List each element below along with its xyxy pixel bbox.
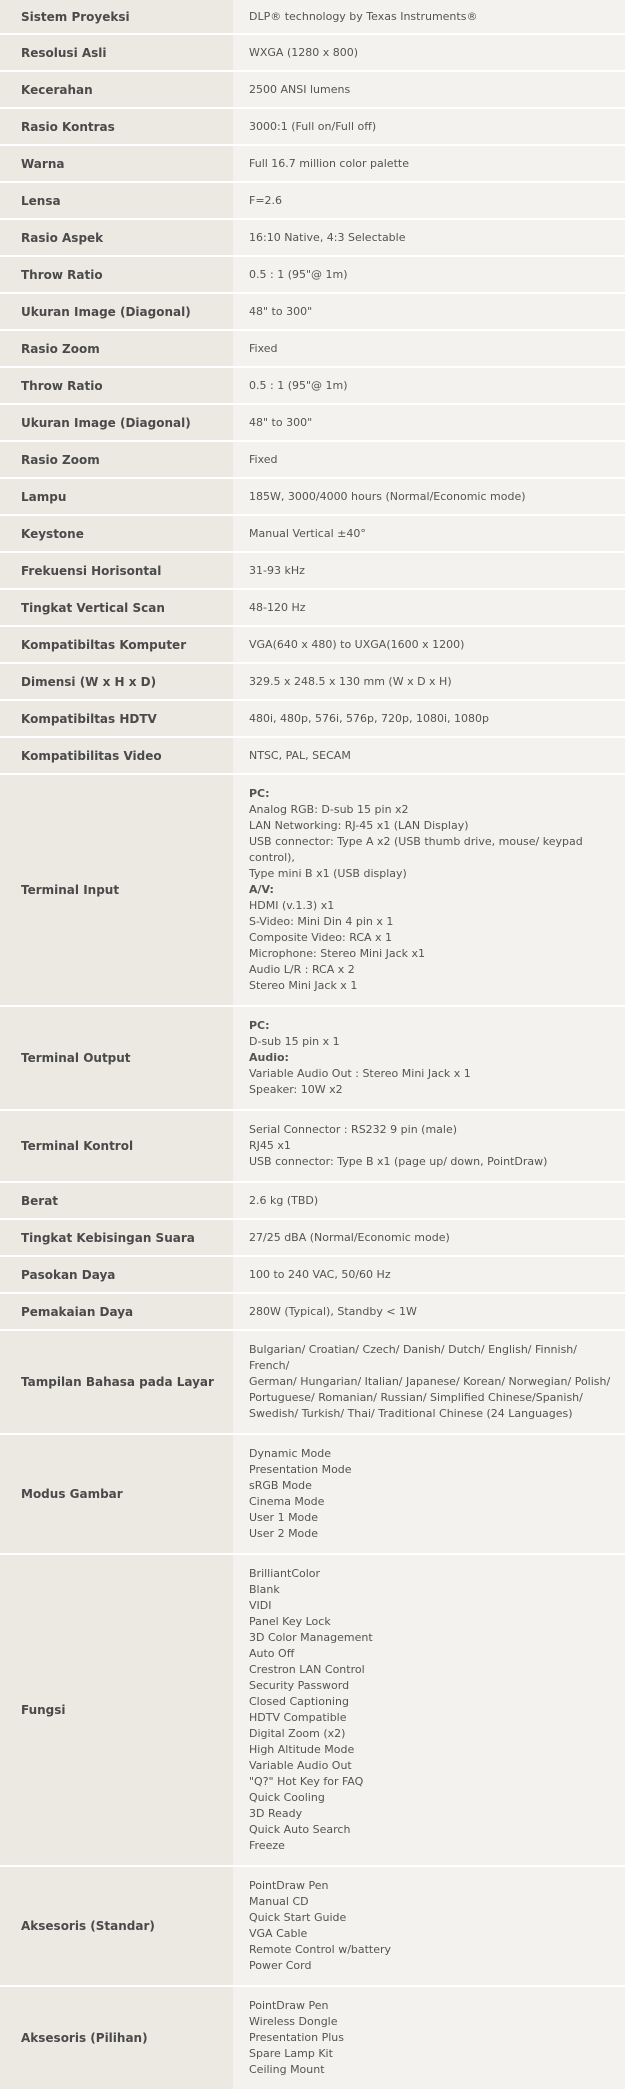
spec-label: Kompatibiltas Komputer <box>0 626 233 663</box>
spec-value-line: Dynamic Mode <box>249 1447 331 1460</box>
spec-value <box>233 108 625 145</box>
spec-label: Warna <box>0 145 233 182</box>
spec-value-line: F=2.6 <box>249 193 283 207</box>
spec-value-line: Serial Connector : RS232 9 pin (male) <box>249 1123 458 1136</box>
spec-value-line: Digital Zoom (x2) <box>249 1727 346 1740</box>
spec-value-line: DLP® technology by Texas Instruments® <box>249 9 478 23</box>
spec-value-line: 0.5 : 1 (95"@ 1m) <box>249 267 348 281</box>
spec-value <box>233 700 625 737</box>
spec-label: Terminal Kontrol <box>0 1110 233 1182</box>
spec-label: Tingkat Vertical Scan <box>0 589 233 626</box>
spec-value <box>233 367 625 404</box>
spec-label: Sistem Proyeksi <box>0 0 233 34</box>
spec-value <box>233 1866 625 1986</box>
spec-value <box>233 1986 625 2090</box>
spec-value-line: Auto Off <box>249 1647 295 1660</box>
spec-value-line: Audio L/R : RCA x 2 <box>249 963 355 976</box>
spec-value-line: 3D Color Management <box>249 1631 373 1644</box>
spec-value-line: Blank <box>249 1583 280 1596</box>
spec-value <box>233 626 625 663</box>
spec-value-heading: PC: <box>249 787 270 800</box>
spec-row <box>0 108 625 145</box>
spec-row <box>0 1006 625 1110</box>
spec-value-line: Presentation Mode <box>249 1463 352 1476</box>
spec-value-line: 2500 ANSI lumens <box>249 82 351 96</box>
spec-value-line: Portuguese/ Romanian/ Russian/ Simplified Chinese/Spanish/ <box>249 1391 583 1404</box>
spec-value-line: USB connector: Type A x2 (USB thumb drive, mouse/ keypad control), <box>249 835 583 864</box>
spec-value-line: Manual Vertical ±40° <box>249 526 366 540</box>
spec-label: Terminal Output <box>0 1006 233 1110</box>
spec-row <box>0 1554 625 1866</box>
spec-value-line: HDMI (v.1.3) x1 <box>249 899 335 912</box>
spec-value <box>233 589 625 626</box>
spec-value <box>233 774 625 1006</box>
spec-value-line: PointDraw Pen <box>249 1879 329 1892</box>
spec-value-line: Bulgarian/ Croatian/ Czech/ Danish/ Dutch/ English/ Finnish/ French/ <box>249 1343 577 1372</box>
spec-value-line: Manual CD <box>249 1895 309 1908</box>
spec-value-line: High Altitude Mode <box>249 1743 355 1756</box>
spec-value <box>233 219 625 256</box>
spec-label: Modus Gambar <box>0 1434 233 1554</box>
spec-value-line: USB connector: Type B x1 (page up/ down, PointDraw) <box>249 1155 548 1168</box>
spec-value <box>233 0 625 34</box>
spec-value-line: Spare Lamp Kit <box>249 2047 333 2060</box>
spec-value-line: 31-93 kHz <box>249 563 305 577</box>
spec-label: Rasio Zoom <box>0 441 233 478</box>
spec-row <box>0 0 625 34</box>
spec-value-line: 480i, 480p, 576i, 576p, 720p, 1080i, 1080p <box>249 711 490 725</box>
spec-value-line: Variable Audio Out <box>249 1759 352 1772</box>
spec-row <box>0 589 625 626</box>
spec-value-line: Type mini B x1 (USB display) <box>249 867 407 880</box>
spec-row <box>0 71 625 108</box>
spec-value <box>233 663 625 700</box>
spec-row <box>0 626 625 663</box>
spec-value-line: Composite Video: RCA x 1 <box>249 931 393 944</box>
spec-value-line: User 2 Mode <box>249 1527 319 1540</box>
spec-value <box>233 1110 625 1182</box>
spec-label: Kecerahan <box>0 71 233 108</box>
spec-row <box>0 1434 625 1554</box>
spec-label: Rasio Aspek <box>0 219 233 256</box>
spec-label: Kompatibiltas HDTV <box>0 700 233 737</box>
spec-value <box>233 1554 625 1866</box>
spec-value-line: HDTV Compatible <box>249 1711 347 1724</box>
spec-value-line: 0.5 : 1 (95"@ 1m) <box>249 378 348 392</box>
spec-row <box>0 774 625 1006</box>
spec-value <box>233 182 625 219</box>
spec-value-line: 16:10 Native, 4:3 Selectable <box>249 230 406 244</box>
spec-value-line: "Q?" Hot Key for FAQ <box>249 1775 364 1788</box>
spec-value-line: WXGA (1280 x 800) <box>249 45 359 59</box>
spec-label: Terminal Input <box>0 774 233 1006</box>
spec-label: Rasio Zoom <box>0 330 233 367</box>
spec-value-line: Security Password <box>249 1679 350 1692</box>
spec-value <box>233 1330 625 1434</box>
spec-value-line: Closed Captioning <box>249 1695 349 1708</box>
spec-value-line: 329.5 x 248.5 x 130 mm (W x D x H) <box>249 674 452 688</box>
spec-value-line: VGA Cable <box>249 1927 308 1940</box>
spec-value-line: Stereo Mini Jack x 1 <box>249 979 358 992</box>
spec-value-line: User 1 Mode <box>249 1511 319 1524</box>
spec-value-line: 48" to 300" <box>249 304 313 318</box>
spec-value-line: VGA(640 x 480) to UXGA(1600 x 1200) <box>249 637 465 651</box>
spec-row <box>0 256 625 293</box>
spec-value-line: 3000:1 (Full on/Full off) <box>249 119 377 133</box>
spec-value-line: S-Video: Mini Din 4 pin x 1 <box>249 915 394 928</box>
spec-value-line: Fixed <box>249 452 278 466</box>
spec-value-line: Quick Auto Search <box>249 1823 351 1836</box>
spec-row <box>0 1110 625 1182</box>
spec-row <box>0 219 625 256</box>
spec-label: Pemakaian Daya <box>0 1293 233 1330</box>
spec-value-line: Remote Control w/battery <box>249 1943 392 1956</box>
spec-value <box>233 256 625 293</box>
spec-row <box>0 1182 625 1219</box>
spec-value-line: 48-120 Hz <box>249 600 306 614</box>
spec-value-line: Wireless Dongle <box>249 2015 338 2028</box>
spec-value-line: Swedish/ Turkish/ Thai/ Traditional Chinese (24 Languages) <box>249 1407 573 1420</box>
spec-row <box>0 1866 625 1986</box>
spec-value <box>233 1434 625 1554</box>
spec-value-line: Quick Start Guide <box>249 1911 347 1924</box>
spec-row <box>0 1219 625 1256</box>
spec-label: Tingkat Kebisingan Suara <box>0 1219 233 1256</box>
spec-row <box>0 737 625 774</box>
spec-label: Aksesoris (Pilihan) <box>0 1986 233 2090</box>
spec-label: Lensa <box>0 182 233 219</box>
spec-value <box>233 1006 625 1110</box>
spec-value-line: LAN Networking: RJ-45 x1 (LAN Display) <box>249 819 469 832</box>
spec-row <box>0 515 625 552</box>
spec-value-line: 185W, 3000/4000 hours (Normal/Economic mode) <box>249 489 526 503</box>
spec-value <box>233 1293 625 1330</box>
spec-label: Ukuran Image (Diagonal) <box>0 293 233 330</box>
spec-label: Resolusi Asli <box>0 34 233 71</box>
spec-value <box>233 34 625 71</box>
spec-value <box>233 737 625 774</box>
spec-value-line: Ceiling Mount <box>249 2063 325 2076</box>
spec-value-line: Power Cord <box>249 1959 312 1972</box>
spec-value-heading: Audio: <box>249 1051 289 1064</box>
spec-value-line: Analog RGB: D-sub 15 pin x2 <box>249 803 409 816</box>
spec-value <box>233 330 625 367</box>
spec-value <box>233 404 625 441</box>
spec-value <box>233 71 625 108</box>
spec-row <box>0 293 625 330</box>
spec-label: Throw Ratio <box>0 367 233 404</box>
spec-label: Throw Ratio <box>0 256 233 293</box>
spec-value-line: Freeze <box>249 1839 285 1852</box>
spec-value-line: NTSC, PAL, SECAM <box>249 748 351 762</box>
spec-row <box>0 1986 625 2090</box>
spec-row <box>0 663 625 700</box>
spec-value-line: Fixed <box>249 341 278 355</box>
spec-row <box>0 700 625 737</box>
spec-value-line: Panel Key Lock <box>249 1615 331 1628</box>
spec-label: Lampu <box>0 478 233 515</box>
spec-row <box>0 367 625 404</box>
spec-value-line: Crestron LAN Control <box>249 1663 365 1676</box>
spec-value-line: 27/25 dBA (Normal/Economic mode) <box>249 1230 450 1244</box>
spec-value-line: RJ45 x1 <box>249 1139 291 1152</box>
spec-value-line: D-sub 15 pin x 1 <box>249 1035 340 1048</box>
spec-value-line: BrilliantColor <box>249 1567 321 1580</box>
spec-value-line: Microphone: Stereo Mini Jack x1 <box>249 947 426 960</box>
spec-row <box>0 1293 625 1330</box>
spec-row <box>0 34 625 71</box>
spec-label: Berat <box>0 1182 233 1219</box>
spec-value-line: Quick Cooling <box>249 1791 325 1804</box>
spec-label: Rasio Kontras <box>0 108 233 145</box>
spec-value <box>233 1256 625 1293</box>
spec-value <box>233 145 625 182</box>
spec-row <box>0 552 625 589</box>
spec-row <box>0 478 625 515</box>
spec-label: Ukuran Image (Diagonal) <box>0 404 233 441</box>
spec-value <box>233 1182 625 1219</box>
spec-value-line: German/ Hungarian/ Italian/ Japanese/ Korean/ Norwegian/ Polish/ <box>249 1375 611 1388</box>
spec-label: Kompatibilitas Video <box>0 737 233 774</box>
spec-value-line: PointDraw Pen <box>249 1999 329 2012</box>
spec-value-heading: A/V: <box>249 883 274 896</box>
spec-value-line: 100 to 240 VAC, 50/60 Hz <box>249 1267 391 1281</box>
spec-value-heading: PC: <box>249 1019 270 1032</box>
spec-row <box>0 441 625 478</box>
spec-value <box>233 552 625 589</box>
spec-value-line: 280W (Typical), Standby < 1W <box>249 1304 417 1318</box>
spec-value <box>233 515 625 552</box>
spec-value-line: 3D Ready <box>249 1807 303 1820</box>
spec-label: Fungsi <box>0 1554 233 1866</box>
spec-value-line: Cinema Mode <box>249 1495 325 1508</box>
spec-label: Tampilan Bahasa pada Layar <box>0 1330 233 1434</box>
spec-value-line: Full 16.7 million color palette <box>249 156 409 170</box>
spec-value <box>233 293 625 330</box>
spec-value <box>233 1219 625 1256</box>
spec-value-line: Speaker: 10W x2 <box>249 1083 343 1096</box>
spec-value-line: VIDI <box>249 1599 272 1612</box>
spec-label: Dimensi (W x H x D) <box>0 663 233 700</box>
spec-label: Keystone <box>0 515 233 552</box>
spec-value-line: 2.6 kg (TBD) <box>249 1193 319 1207</box>
spec-row <box>0 1330 625 1434</box>
spec-label: Frekuensi Horisontal <box>0 552 233 589</box>
spec-value <box>233 478 625 515</box>
spec-row <box>0 404 625 441</box>
spec-row <box>0 330 625 367</box>
spec-value-line: Presentation Plus <box>249 2031 344 2044</box>
spec-value-line: 48" to 300" <box>249 415 313 429</box>
spec-row <box>0 182 625 219</box>
spec-value-line: Variable Audio Out : Stereo Mini Jack x 1 <box>249 1067 471 1080</box>
spec-row <box>0 145 625 182</box>
spec-value <box>233 441 625 478</box>
spec-value-line: sRGB Mode <box>249 1479 312 1492</box>
spec-row <box>0 1256 625 1293</box>
spec-label: Pasokan Daya <box>0 1256 233 1293</box>
spec-label: Aksesoris (Standar) <box>0 1866 233 1986</box>
